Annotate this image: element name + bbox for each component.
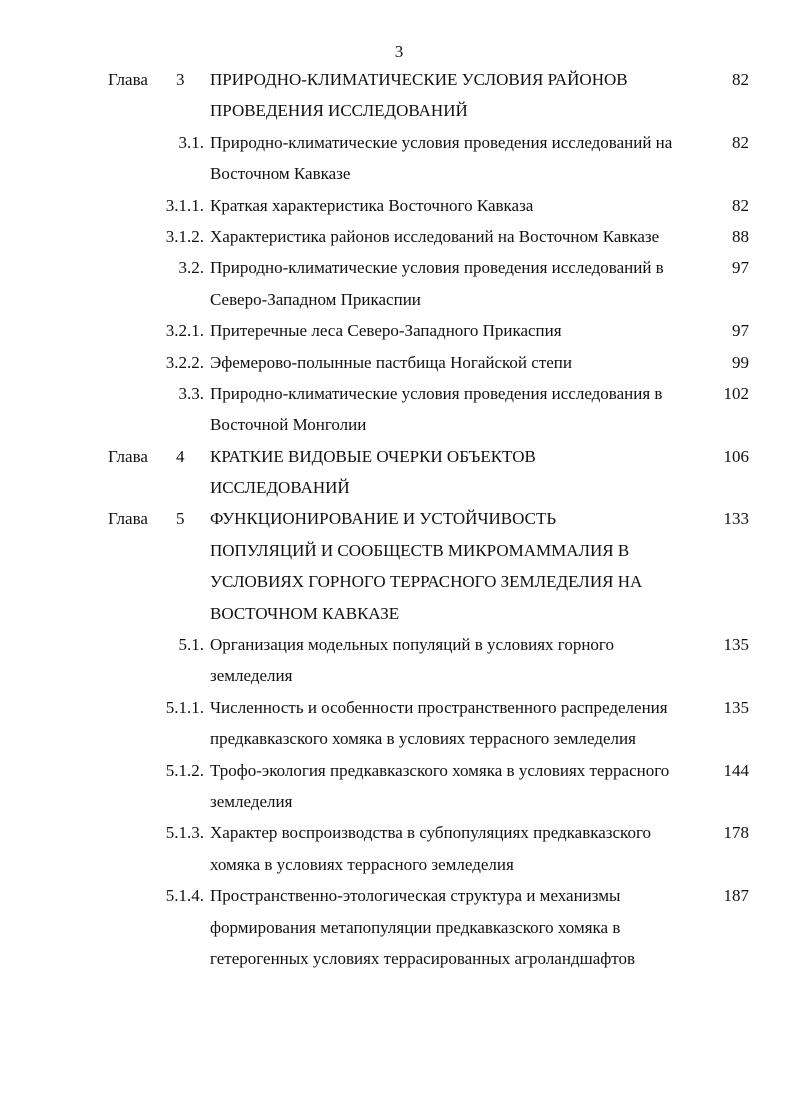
section-number: 3.3. [178,383,204,403]
toc-chapter-entry [0,64,798,127]
entry-title-line: гетерогенных условиях террасированных агроландшафтов [210,948,635,968]
section-number: 3.2.1. [165,321,204,341]
page-ref: 88 [732,226,749,246]
toc-section-entry [0,629,798,692]
entry-title-line: формирования метапопуляции предкавказского хомяка в [210,917,621,937]
section-number: 3.1.2. [165,226,204,246]
page-ref: 133 [723,509,749,529]
toc-section-entry [0,190,798,221]
entry-title-line: Краткая характеристика Восточного Кавказа [210,195,534,215]
section-number: 5.1.4. [165,886,204,906]
page-number: 3 [394,42,404,61]
toc-section-entry [0,880,798,974]
page-ref: 82 [732,132,749,152]
section-number: 3.1. [178,132,204,152]
toc-section-entry [0,127,798,190]
entry-title [210,692,710,755]
page-ref: 106 [723,446,749,466]
toc-section-entry [0,315,798,346]
chapter-number: 5 [176,509,185,529]
entry-title [210,315,710,346]
chapter-label: Глава [108,509,148,529]
entry-title-line: Северо-Западном Прикаспии [210,289,421,309]
entry-title-line: Природно-климатические условия проведения исследований в [210,258,664,278]
entry-title [210,755,710,818]
toc-section-entry [0,755,798,818]
section-number: 5.1.3. [165,823,204,843]
entry-title [210,221,710,252]
entry-title [210,880,710,974]
toc-chapter-entry [0,441,798,504]
section-number: 3.1.1. [165,195,204,215]
page-ref: 187 [723,886,749,906]
page-ref: 102 [723,383,749,403]
entry-title [210,64,710,127]
entry-title-line: КРАТКИЕ ВИДОВЫЕ ОЧЕРКИ ОБЪЕКТОВ [210,446,536,466]
chapter-number: 3 [176,70,185,89]
toc-section-entry [0,378,798,441]
entry-title-line: Эфемерово-полынные пастбища Ногайской степи [210,352,572,372]
entry-title-line: Природно-климатические условия проведения исследования в [210,383,663,403]
section-number: 5.1.2. [165,760,204,780]
page-ref: 135 [723,697,749,717]
page-ref: 82 [732,70,749,89]
entry-title [210,441,710,504]
entry-title [210,127,710,190]
section-number: 3.2.2. [165,352,204,372]
page-ref: 178 [723,823,749,843]
entry-title-line: Восточной Монголии [210,415,367,435]
entry-title-line: ФУНКЦИОНИРОВАНИЕ И УСТОЙЧИВОСТЬ [210,509,557,529]
entry-title-line: ПРОВЕДЕНИЯ ИССЛЕДОВАНИЙ [210,101,468,121]
toc-section-entry [0,692,798,755]
toc-section-entry [0,252,798,315]
toc-section-entry [0,817,798,880]
entry-title [210,252,710,315]
entry-title-line: земледелия [210,666,293,686]
chapter-number: 4 [176,446,185,466]
entry-title-line: Восточном Кавказе [210,164,351,184]
section-number: 5.1.1. [165,697,204,717]
entry-title-line: ПРИРОДНО-КЛИМАТИЧЕСКИЕ УСЛОВИЯ РАЙОНОВ [210,70,628,89]
entry-title [210,347,710,378]
entry-title [210,378,710,441]
entry-title [210,190,710,221]
entry-title-line: Организация модельных популяций в условиях горного [210,635,614,655]
entry-title [210,629,710,692]
page-ref: 99 [732,352,749,372]
entry-title [210,817,710,880]
toc-chapter-entry [0,503,798,629]
section-number: 5.1. [178,635,204,655]
entry-title-line: Природно-климатические условия проведения исследований на [210,132,673,152]
section-number: 3.2. [178,258,204,278]
entry-title-line: Характеристика районов исследований на Восточном Кавказе [210,226,660,246]
entry-title-line: Трофо-экология предкавказского хомяка в условиях террасного [210,760,670,780]
entry-title-line: Характер воспроизводства в субпопуляциях предкавказского [210,823,651,843]
entry-title-line: Пространственно-этологическая структура и механизмы [210,886,621,906]
toc-section-entry [0,221,798,252]
page-ref: 82 [732,195,749,215]
entry-title-line: предкавказского хомяка в условиях террасного земледелия [210,729,636,749]
chapter-label: Глава [108,70,148,89]
entry-title-line: ПОПУЛЯЦИЙ И СООБЩЕСТВ МИКРОМАММАЛИЯ В [210,540,630,560]
entry-title-line: земледелия [210,791,293,811]
entry-title-line: Притеречные леса Северо-Западного Прикаспия [210,321,562,341]
entry-title-line: ИССЛЕДОВАНИЙ [210,478,350,498]
entry-title [210,503,710,629]
page-ref: 97 [732,321,749,341]
page-ref: 135 [723,635,749,655]
entry-title-line: Численность и особенности пространственного распределения [210,697,668,717]
chapter-label: Глава [108,446,148,466]
entry-title-line: ВОСТОЧНОМ КАВКАЗЕ [210,603,400,623]
page-ref: 144 [723,760,749,780]
toc-section-entry [0,347,798,378]
page-ref: 97 [732,258,749,278]
entry-title-line: хомяка в условиях террасного земледелия [210,854,514,874]
table-of-contents [0,64,798,974]
entry-title-line: УСЛОВИЯХ ГОРНОГО ТЕРРАСНОГО ЗЕМЛЕДЕЛИЯ НА [210,572,643,592]
